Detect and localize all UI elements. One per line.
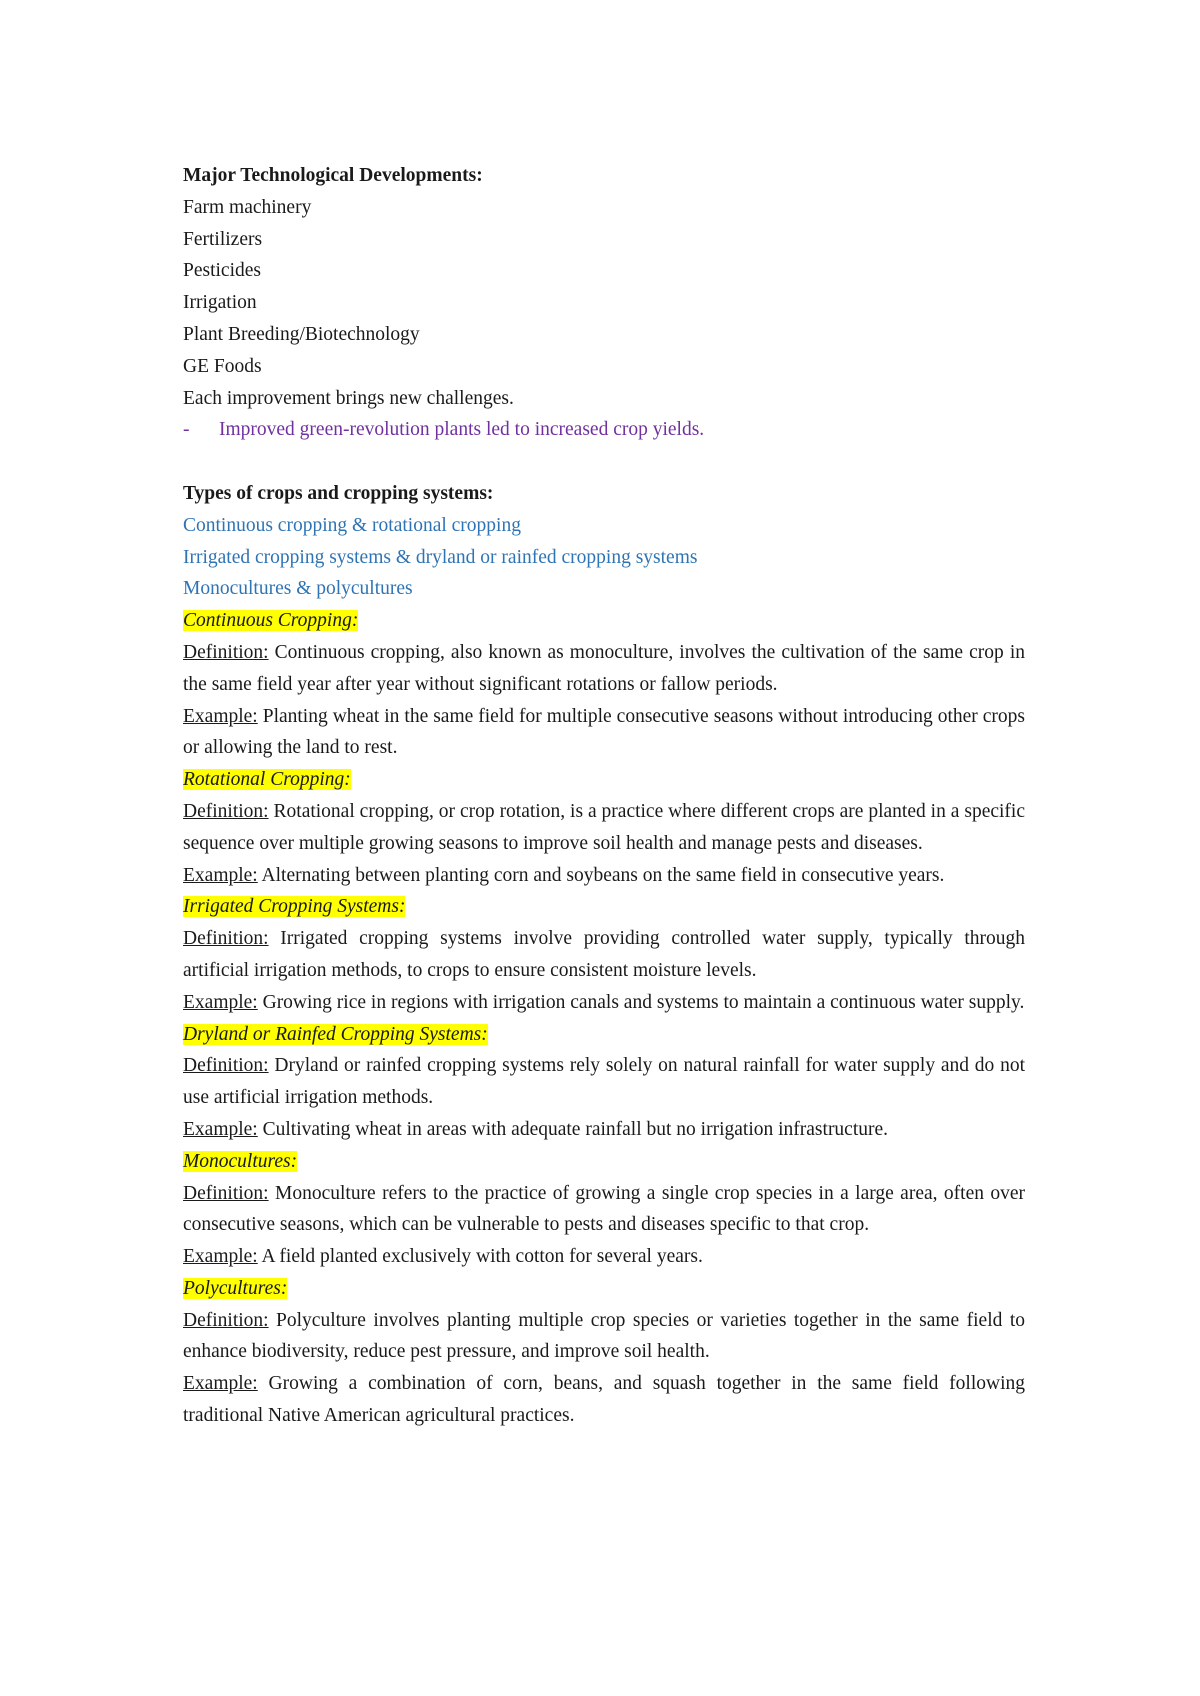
bullet-marker: -	[183, 419, 190, 441]
bullet-green-revolution	[183, 414, 1025, 446]
entry-title: Rotational Cropping:	[183, 769, 351, 791]
example-text: Planting wheat in the same field for multiple consecutive seasons without introducing other crops or allowing the land to rest.	[183, 705, 1025, 759]
example-label: Example:	[183, 991, 258, 1013]
entry-example	[183, 1368, 1025, 1432]
definition-label: Definition:	[183, 800, 269, 822]
system-pair-item: Irrigated cropping systems & dryland or rainfed cropping systems	[183, 546, 698, 568]
entry-definition	[183, 637, 1025, 701]
definition-label: Definition:	[183, 1055, 269, 1077]
list-item: Fertilizers	[183, 228, 263, 250]
definition-text: Polyculture involves planting multiple crop species or varieties together in the same field to enhance biodiversity, reduce pest pressure, and improve soil health.	[183, 1309, 1026, 1363]
list-item: GE Foods	[183, 355, 262, 377]
example-text: Cultivating wheat in areas with adequate rainfall but no irrigation infrastructure.	[262, 1118, 889, 1140]
example-text: Growing a combination of corn, beans, and squash together in the same field following traditional Native American agricultural practices.	[183, 1373, 1026, 1427]
list-item: Irrigation	[183, 292, 257, 314]
entry-definition	[183, 1305, 1025, 1369]
section-heading-technological-developments: Major Technological Developments:	[183, 165, 483, 186]
list-item: Plant Breeding/Biotechnology	[183, 323, 420, 345]
definition-text: Monoculture refers to the practice of growing a single crop species in a large area, often over consecutive seasons, which can be vulnerable to pests and diseases specific to that crop.	[183, 1182, 1026, 1236]
entry-title: Continuous Cropping:	[183, 610, 359, 632]
system-pair-item: Continuous cropping & rotational cropping	[183, 514, 521, 536]
entry-irrigated-cropping	[183, 891, 1025, 923]
entry-example	[183, 701, 1025, 765]
entry-dryland-cropping	[183, 1019, 1025, 1051]
example-text: Alternating between planting corn and soybeans on the same field in consecutive years.	[261, 864, 945, 886]
entry-example	[183, 1241, 1025, 1273]
document-body	[183, 160, 1025, 1432]
entry-example	[183, 860, 1025, 892]
example-label: Example:	[183, 1118, 258, 1140]
entry-continuous-cropping	[183, 605, 1025, 637]
entry-example	[183, 1114, 1025, 1146]
list-item: Pesticides	[183, 260, 261, 282]
blank-line	[183, 446, 1025, 478]
entry-title: Monocultures:	[183, 1150, 298, 1172]
entry-polycultures	[183, 1273, 1025, 1305]
entry-definition	[183, 1050, 1025, 1114]
section-heading-crop-types: Types of crops and cropping systems:	[183, 482, 494, 504]
definition-text: Rotational cropping, or crop rotation, is a practice where different crops are planted in a specific sequence over multiple growing seasons to improve soil health and manage pests and diseases.	[183, 800, 1026, 854]
example-label: Example:	[183, 1373, 258, 1395]
definition-text: Dryland or rainfed cropping systems rely solely on natural rainfall for water supply and do not use artificial irrigation methods.	[183, 1055, 1026, 1109]
entry-monocultures	[183, 1146, 1025, 1178]
list-item: Farm machinery	[183, 196, 312, 218]
definition-text: Continuous cropping, also known as monoculture, involves the cultivation of the same crop in the same field year after year without significant rotations or fallow periods.	[183, 641, 1025, 695]
example-label: Example:	[183, 705, 258, 727]
example-label: Example:	[183, 864, 258, 886]
example-text: A field planted exclusively with cotton for several years.	[261, 1246, 703, 1268]
definition-label: Definition:	[183, 641, 269, 663]
bullet-text: Improved green-revolution plants led to increased crop yields.	[219, 419, 705, 441]
entry-definition	[183, 796, 1025, 860]
entry-definition	[183, 1178, 1025, 1242]
definition-text: Irrigated cropping systems involve providing controlled water supply, typically through artificial irrigation methods, to crops to ensure consistent moisture levels.	[183, 928, 1025, 981]
entry-example	[183, 987, 1025, 1019]
system-pair-item: Monocultures & polycultures	[183, 578, 413, 600]
entry-definition	[183, 923, 1025, 987]
example-label: Example:	[183, 1246, 258, 1268]
definition-label: Definition:	[183, 1182, 269, 1204]
definition-label: Definition:	[183, 928, 269, 950]
list-item: Each improvement brings new challenges.	[183, 387, 514, 409]
definition-label: Definition:	[183, 1309, 269, 1331]
entry-title: Irrigated Cropping Systems:	[183, 896, 406, 918]
entry-title: Polycultures:	[183, 1277, 288, 1299]
entry-rotational-cropping	[183, 764, 1025, 796]
entry-title: Dryland or Rainfed Cropping Systems:	[183, 1023, 488, 1045]
example-text: Growing rice in regions with irrigation canals and systems to maintain a continuous water supply.	[262, 991, 1025, 1013]
